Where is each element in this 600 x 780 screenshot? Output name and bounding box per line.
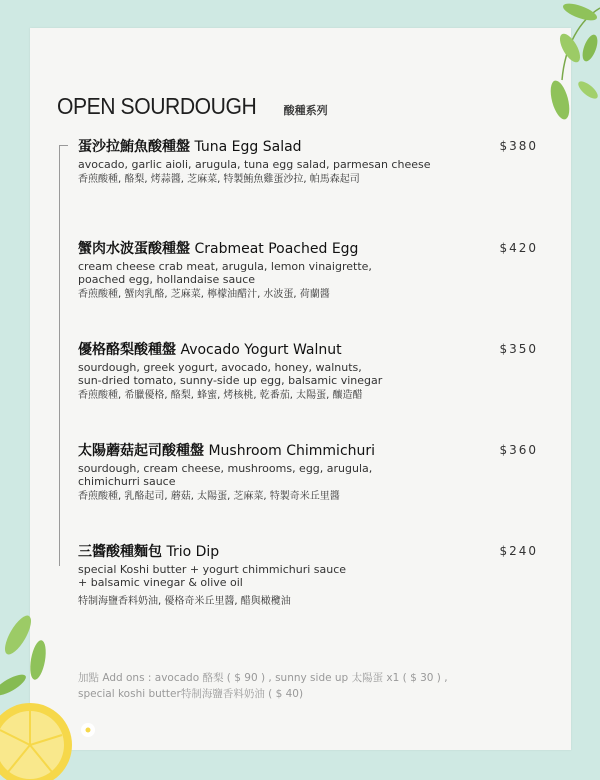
item-description-zh: 香煎酸種, 希臘優格, 酪梨, 蜂蜜, 烤核桃, 乾番茄, 太陽蛋, 釀造醋 [78,390,363,401]
item-price: $380 [499,139,538,153]
addons-note [78,670,478,702]
menu-item [78,442,548,504]
item-name: 蛋沙拉鮪魚酸種盤 Tuna Egg Salad [78,139,302,155]
page-title: OPEN SOURDOUGH [57,93,257,119]
item-description-zh: 香煎酸種, 蟹肉乳酪, 芝麻菜, 檸檬油醋汁, 水波蛋, 荷蘭醬 [78,289,330,300]
item-description: avocado, garlic aioli, arugula, tuna egg salad, parmesan cheese [78,158,431,171]
item-description: special Koshi butter + yogurt chimmichuri sauce + balsamic vinegar & olive oil [78,563,347,589]
page-subtitle: 酸種系列 [283,104,328,117]
item-price: $350 [499,342,538,356]
item-name: 太陽蘑菇起司酸種盤 Mushroom Chimmichuri [78,443,376,459]
menu-item [78,543,548,609]
item-description-zh: 香煎酸種, 酪梨, 烤蒜醬, 芝麻菜, 特製鮪魚雞蛋沙拉, 帕馬森起司 [78,174,360,185]
item-name: 蟹肉水波蛋酸種盤 Crabmeat Poached Egg [78,241,359,257]
item-description-zh: 特制海鹽香料奶油, 優格奇米丘里醬, 醋與橄欖油 [78,596,291,607]
item-price: $240 [499,544,538,558]
item-price: $420 [499,241,538,255]
menu-item [78,240,548,302]
item-description: cream cheese crab meat, arugula, lemon vinaigrette, poached egg, hollandaise sauce [78,260,372,286]
item-price: $360 [499,443,538,457]
leaf-branch-icon [510,0,600,140]
item-description-zh: 香煎酸種, 乳酪起司, 蘑菇, 太陽蛋, 芝麻菜, 特製奇米丘里醬 [78,491,340,502]
item-name: 三醬酸種麵包 Trio Dip [78,544,220,560]
section-bracket [59,145,68,566]
menu-item [78,138,548,187]
menu-item [78,341,548,403]
addons-line: special koshi butter特制海鹽香料奶油 ( $ 40) [78,688,304,700]
addons-line: 加點 Add ons : avocado 酪梨 ( $ 90 ) , sunny side up 太陽蛋 x1 ( $ 30 ) , [78,672,448,684]
item-name: 優格酪梨酸種盤 Avocado Yogurt Walnut [78,342,342,358]
item-description: sourdough, greek yogurt, avocado, honey, walnuts, sun-dried tomato, sunny-side up egg, balsamic vinegar [78,361,383,387]
item-description: sourdough, cream cheese, mushrooms, egg, arugula, chimichurri sauce [78,462,373,488]
menu-header [57,93,328,123]
